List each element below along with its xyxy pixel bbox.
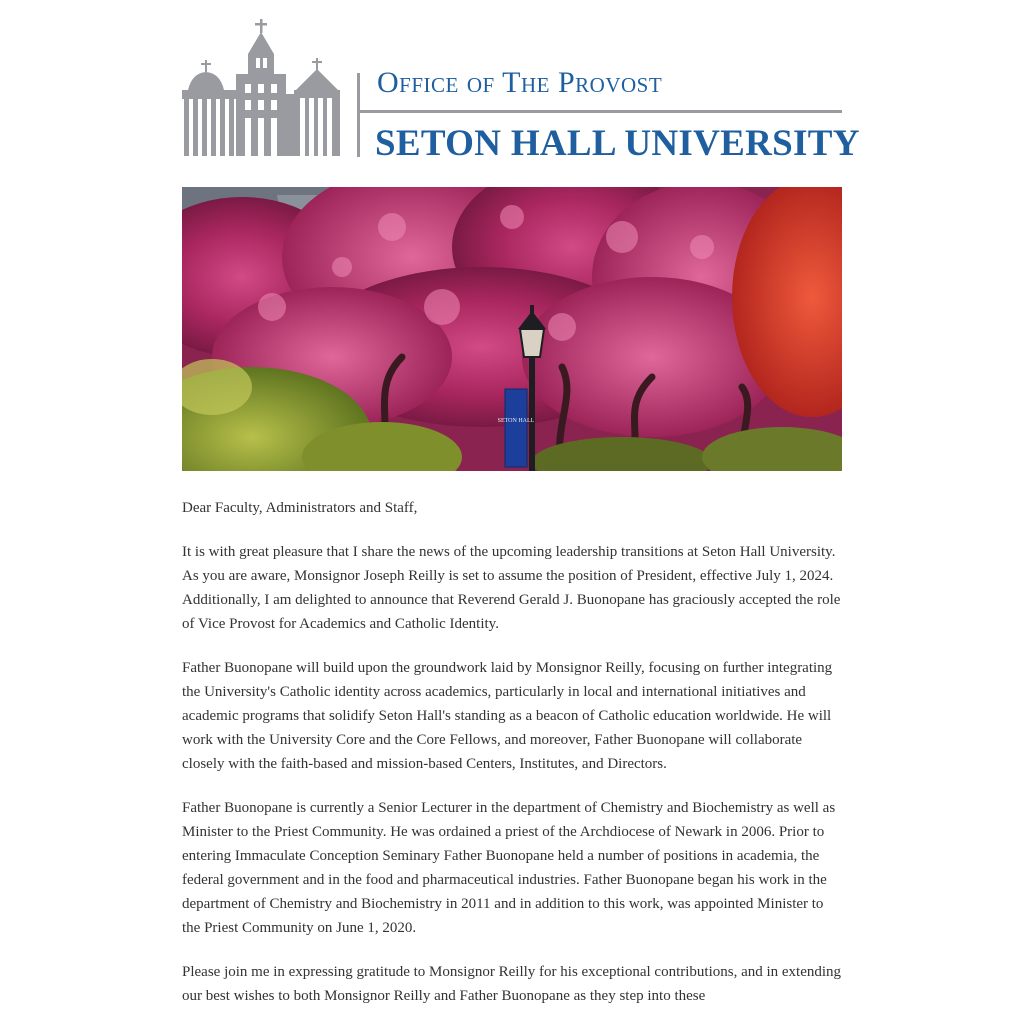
letter-body	[182, 496, 844, 1024]
banner-text: SETON HALL	[497, 418, 535, 424]
paragraph-4: Please join me in expressing gratitude to Monsignor Reilly for his exceptional contributions, and in extending our best wishes to both Monsignor Reilly and Father Buonopane as they step into these	[182, 964, 842, 1004]
office-title: Office of The Provost	[377, 66, 663, 99]
greeting: Dear Faculty, Administrators and Staff,	[182, 500, 418, 516]
paragraph-1: It is with great pleasure that I share the news of the upcoming leadership transitions at Seton Hall University. As you are aware, Monsignor Joseph Reilly is set to assume the position of President, effective July 1, 2024. Additionally, I am delighted to announce that Reverend Gerald J. Buonopane has graciously accepted the role of Vice Provost for Academics and Catholic Identity.	[182, 544, 841, 632]
hero-image-blossoms	[182, 187, 842, 471]
logo-rule	[360, 110, 842, 113]
university-name: SETON HALL UNIVERSITY	[375, 123, 860, 164]
university-building-logo	[182, 18, 342, 158]
provost-header	[182, 18, 860, 164]
paragraph-3: Father Buonopane is currently a Senior Lecturer in the department of Chemistry and Biochemistry as well as Minister to the Priest Community. He was ordained a priest of the Archdiocese of Newark in 2006. Prior to entering Immaculate Conception Seminary Father Buonopane held a number of positions in academia, the federal government and in the food and pharmaceutical industries. Father Buonopane began his work in the department of Chemistry and Biochemistry in 2011 and in addition to this work, was appointed Minister to the Priest Community on June 1, 2020.	[182, 800, 836, 936]
blossom-tree-illustration	[182, 187, 842, 471]
paragraph-2: Father Buonopane will build upon the groundwork laid by Monsignor Reilly, focusing on further integrating the University's Catholic identity across academics, particularly in local and international initiatives and academic programs that solidify Seton Hall's standing as a beacon of Catholic education worldwide. He will work with the University Core and the Core Fellows, and moreover, Father Buonopane will collaborate closely with the faith-based and mission-based Centers, Institutes, and Directors.	[182, 660, 833, 772]
logo-divider	[357, 73, 360, 157]
